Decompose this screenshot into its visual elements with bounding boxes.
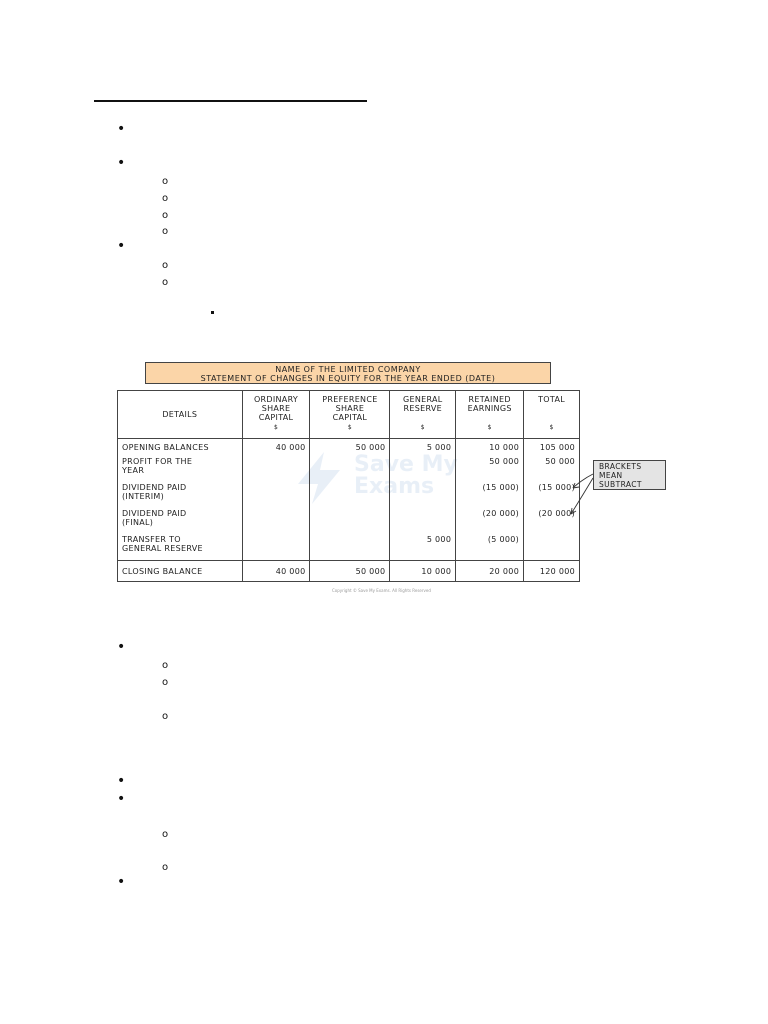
cell-total	[524, 535, 580, 561]
heading-underline	[94, 100, 367, 102]
cell-total: 105 000	[524, 439, 580, 457]
sub-bullet-marker	[162, 209, 168, 221]
cell-retained: 50 000	[456, 457, 524, 483]
row-label: CLOSING BALANCE	[118, 561, 243, 582]
closing-balance-row	[118, 561, 580, 582]
bullet-marker	[117, 642, 125, 653]
table-row	[118, 535, 580, 561]
cell-general	[390, 509, 456, 535]
cell-ordinary	[242, 509, 310, 535]
cell-preference: 50 000	[310, 561, 390, 582]
cell-retained: 20 000	[456, 561, 524, 582]
bullet-marker	[117, 124, 125, 135]
cell-ordinary	[242, 535, 310, 561]
sub-bullet-marker	[162, 676, 168, 688]
row-label: TRANSFER TO GENERAL RESERVE	[118, 535, 243, 561]
sub-bullet-marker	[162, 259, 168, 271]
cell-preference	[310, 457, 390, 483]
bullet-marker	[117, 794, 125, 805]
cell-general: 5 000	[390, 439, 456, 457]
company-name-line: NAME OF THE LIMITED COMPANY	[275, 365, 421, 374]
table-row	[118, 483, 580, 509]
cell-retained: (20 000)	[456, 509, 524, 535]
header-ordinary-share-capital: ORDINARY SHARE CAPITAL $	[242, 391, 310, 439]
header-general-reserve: GENERAL RESERVE $	[390, 391, 456, 439]
cell-total: 120 000	[524, 561, 580, 582]
bullet-marker	[117, 877, 125, 888]
sub-bullet-marker	[162, 192, 168, 204]
statement-title-line: STATEMENT OF CHANGES IN EQUITY FOR THE YEAR ENDED (DATE)	[200, 374, 496, 383]
equity-statement-table	[117, 390, 580, 582]
table-row	[118, 439, 580, 457]
bullet-marker	[117, 158, 125, 169]
sub-bullet-marker	[162, 225, 168, 237]
cell-preference	[310, 535, 390, 561]
sub-bullet-marker	[162, 175, 168, 187]
sub-bullet-marker	[162, 659, 168, 671]
cell-ordinary	[242, 457, 310, 483]
cell-total: 50 000	[524, 457, 580, 483]
brackets-callout: BRACKETS MEAN SUBTRACT	[593, 460, 666, 490]
watermark-line-1: Save My	[354, 452, 458, 477]
sub-bullet-marker	[162, 710, 168, 722]
sub-bullet-marker	[162, 276, 168, 288]
cell-retained: (5 000)	[456, 535, 524, 561]
statement-of-changes-figure	[117, 362, 677, 602]
bullet-marker	[117, 241, 125, 252]
cell-retained: (15 000)	[456, 483, 524, 509]
header-total: TOTAL $	[524, 391, 580, 439]
cell-preference: 50 000	[310, 439, 390, 457]
header-preference-share-capital: PREFERENCE SHARE CAPITAL $	[310, 391, 390, 439]
header-details: DETAILS	[118, 391, 243, 439]
table-header-row	[118, 391, 580, 439]
sub-bullet-marker	[162, 861, 168, 873]
cell-general: 10 000	[390, 561, 456, 582]
table-row	[118, 509, 580, 535]
cell-general	[390, 483, 456, 509]
cell-general: 5 000	[390, 535, 456, 561]
cell-ordinary	[242, 483, 310, 509]
cell-retained: 10 000	[456, 439, 524, 457]
cell-general	[390, 457, 456, 483]
cell-ordinary: 40 000	[242, 439, 310, 457]
row-label: DIVIDEND PAID (INTERIM)	[118, 483, 243, 509]
row-label: PROFIT FOR THE YEAR	[118, 457, 243, 483]
bullet-marker	[117, 776, 125, 787]
sub-sub-bullet-marker	[211, 311, 214, 314]
row-label: DIVIDEND PAID (FINAL)	[118, 509, 243, 535]
cell-total: (20 000)	[524, 509, 580, 535]
row-label: OPENING BALANCES	[118, 439, 243, 457]
cell-preference	[310, 509, 390, 535]
watermark-line-2: Exams	[354, 474, 435, 499]
cell-ordinary: 40 000	[242, 561, 310, 582]
header-retained-earnings: RETAINED EARNINGS $	[456, 391, 524, 439]
cell-total: (15 000)	[524, 483, 580, 509]
statement-title-box	[145, 362, 551, 384]
sub-bullet-marker	[162, 828, 168, 840]
table-row	[118, 457, 580, 483]
copyright-note: Copyright © Save My Exams. All Rights Reserved	[332, 588, 431, 593]
cell-preference	[310, 483, 390, 509]
callout-arrows-icon	[557, 462, 597, 522]
